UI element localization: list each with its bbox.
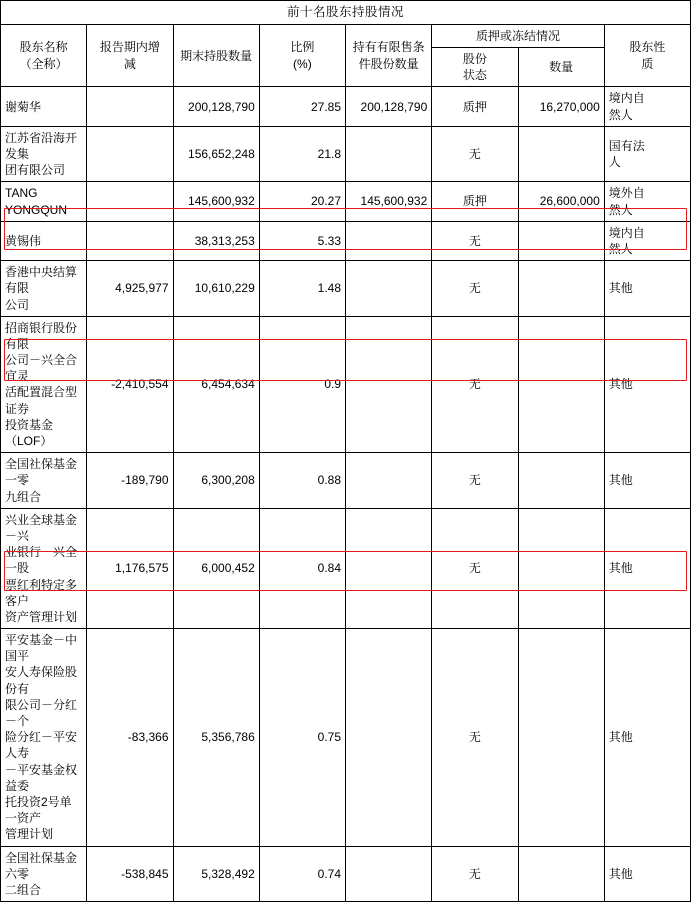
cell-end-shares: 6,000,452 [173,508,259,628]
cell-period-change: -83,366 [87,629,173,846]
header-holder-type [604,24,690,87]
cell-holder-type-line1: 境外自 [608,186,645,201]
header-end-shares: 期末持股数量 [173,24,259,87]
cell-end-shares: 6,300,208 [173,453,259,509]
cell-period-change: -189,790 [87,453,173,509]
table-row [1,316,691,453]
header-holder-type-line1: 股东性 [629,40,666,55]
cell-pledge-status: 无 [432,221,518,260]
cell-limited-shares: 145,600,932 [346,182,432,221]
cell-period-change: -538,845 [87,846,173,902]
table-row [1,126,691,182]
cell-holder-type-line1: 国有法 [608,138,645,153]
cell-pledge-status: 质押 [432,182,518,221]
table-row-highlighted [1,261,691,317]
cell-holder-type-line2: 人 [608,155,621,170]
cell-holder-type-line2: 然人 [608,107,633,122]
cell-percentage: 0.75 [259,629,345,846]
cell-name-line2: 团有限公司 [5,163,66,178]
cell-limited-shares [346,629,432,846]
cell-percentage: 5.33 [259,221,345,260]
cell-holder-type [604,182,690,221]
cell-percentage: 0.84 [259,508,345,628]
cell-pledge-status: 无 [432,629,518,846]
cell-pledge-qty: 16,270,000 [518,87,604,126]
cell-limited-shares [346,126,432,182]
cell-period-change: 4,925,977 [87,261,173,317]
cell-name-line2: 二组合 [5,882,42,897]
header-limited-shares [346,24,432,87]
cell-shareholder-name: 黄锡伟 [1,221,87,260]
header-pledge-qty: 数量 [518,48,604,87]
cell-end-shares: 10,610,229 [173,261,259,317]
cell-limited-shares: 200,128,790 [346,87,432,126]
cell-pledge-qty [518,221,604,260]
cell-pledge-qty [518,261,604,317]
cell-shareholder-name [1,126,87,182]
header-percentage-line2: (%) [293,56,312,71]
cell-pledge-status: 无 [432,126,518,182]
table-row [1,182,691,221]
page-title: 前十名股东持股情况 [1,1,691,25]
cell-period-change [87,182,173,221]
cell-limited-shares [346,508,432,628]
cell-shareholder-name: TANG YONGQUN [1,182,87,221]
cell-holder-type: 其他 [604,261,690,317]
cell-pledge-qty [518,453,604,509]
cell-holder-type-line2: 然人 [608,241,633,256]
cell-end-shares: 156,652,248 [173,126,259,182]
cell-holder-type [604,126,690,182]
cell-end-shares: 145,600,932 [173,182,259,221]
cell-name-line3: 票红利特定多客户 [5,577,78,608]
header-pledge-group: 质押或冻结情况 [432,24,605,47]
cell-name-line7: 管理计划 [5,827,54,842]
cell-holder-type: 其他 [604,316,690,453]
header-pledge-status [432,48,518,87]
cell-holder-type-line2: 然人 [608,202,633,217]
cell-end-shares: 6,454,634 [173,316,259,453]
cell-limited-shares [346,221,432,260]
header-holder-type-line2: 质 [641,56,654,71]
cell-percentage: 20.27 [259,182,345,221]
cell-name-line2: 公司－兴全合宜灵 [5,353,78,384]
cell-name-line2: 业银行－兴全一股 [5,545,78,576]
cell-holder-type [604,221,690,260]
cell-name-line3: 限公司－分红－个 [5,697,78,728]
cell-end-shares: 5,356,786 [173,629,259,846]
cell-holder-type: 其他 [604,629,690,846]
cell-limited-shares [346,261,432,317]
cell-pledge-status: 无 [432,846,518,902]
cell-pledge-qty [518,126,604,182]
table-header-row-1 [1,24,691,47]
table-row [1,87,691,126]
cell-period-change [87,221,173,260]
cell-percentage: 0.88 [259,453,345,509]
cell-period-change [87,126,173,182]
table-row-highlighted [1,846,691,902]
cell-end-shares: 5,328,492 [173,846,259,902]
cell-name-line4: 险分红－平安人寿 [5,730,78,761]
header-pledge-status-line2: 状态 [462,68,487,83]
cell-period-change: 1,176,575 [87,508,173,628]
cell-shareholder-name [1,316,87,453]
cell-name-line1: 香港中央结算有限 [5,265,78,296]
cell-holder-type: 其他 [604,453,690,509]
header-shareholder-name-line1: 股东名称 [19,40,68,55]
cell-holder-type: 其他 [604,508,690,628]
cell-holder-type-line1: 境内自 [608,91,645,106]
cell-pledge-qty [518,629,604,846]
cell-limited-shares [346,316,432,453]
cell-shareholder-name: 谢菊华 [1,87,87,126]
cell-name-line2: 九组合 [5,489,42,504]
header-period-change-line1: 报告期内增 [99,40,160,55]
cell-percentage: 0.74 [259,846,345,902]
header-percentage-line1: 比例 [290,40,315,55]
cell-pledge-qty: 26,600,000 [518,182,604,221]
header-shareholder-name-line2: （全称） [19,56,68,71]
cell-pledge-status: 无 [432,453,518,509]
cell-name-line1: 江苏省沿海开发集 [5,130,78,161]
header-period-change-line2: 减 [123,56,136,71]
header-percentage [259,24,345,87]
cell-pledge-status: 质押 [432,87,518,126]
cell-pledge-qty [518,508,604,628]
table-row [1,221,691,260]
cell-pledge-status: 无 [432,508,518,628]
cell-name-line1: 全国社保基金一零 [5,457,78,488]
cell-holder-type-line1: 境内自 [608,225,645,240]
table-row [1,508,691,628]
header-period-change [87,24,173,87]
cell-percentage: 21.8 [259,126,345,182]
cell-name-line1: 平安基金－中国平 [5,633,78,664]
cell-shareholder-name [1,453,87,509]
cell-name-line1: 兴业全球基金－兴 [5,512,78,543]
cell-name-line5: －平安基金权益委 [5,762,78,793]
cell-holder-type [604,87,690,126]
header-pledge-status-line1: 股份 [462,52,487,67]
cell-name-line1: 招商银行股份有限 [5,320,78,351]
cell-shareholder-name [1,846,87,902]
cell-shareholder-name [1,261,87,317]
header-limited-shares-line2: 件股份数量 [358,56,419,71]
cell-name-line3: 活配置混合型证券 [5,385,78,416]
cell-percentage: 27.85 [259,87,345,126]
cell-pledge-qty [518,846,604,902]
cell-end-shares: 200,128,790 [173,87,259,126]
cell-percentage: 0.9 [259,316,345,453]
header-shareholder-name [1,24,87,87]
cell-percentage: 1.48 [259,261,345,317]
cell-period-change [87,87,173,126]
cell-holder-type: 其他 [604,846,690,902]
cell-pledge-qty [518,316,604,453]
cell-name-line2: 安人寿保险股份有 [5,665,78,696]
table-row [1,629,691,846]
cell-period-change: -2,410,554 [87,316,173,453]
table-row-highlighted [1,453,691,509]
cell-pledge-status: 无 [432,316,518,453]
cell-name-line1: 全国社保基金六零 [5,850,78,881]
cell-limited-shares [346,846,432,902]
cell-name-line4: 资产管理计划 [5,609,78,624]
cell-limited-shares [346,453,432,509]
table-title-row [1,1,691,25]
cell-end-shares: 38,313,253 [173,221,259,260]
cell-name-line4: 投资基金（LOF） [5,417,54,448]
cell-shareholder-name [1,508,87,628]
header-limited-shares-line1: 持有有限售条 [352,40,425,55]
cell-shareholder-name [1,629,87,846]
cell-name-line2: 公司 [5,297,30,312]
cell-name-line6: 托投资2号单一资产 [5,794,72,826]
cell-pledge-status: 无 [432,261,518,317]
